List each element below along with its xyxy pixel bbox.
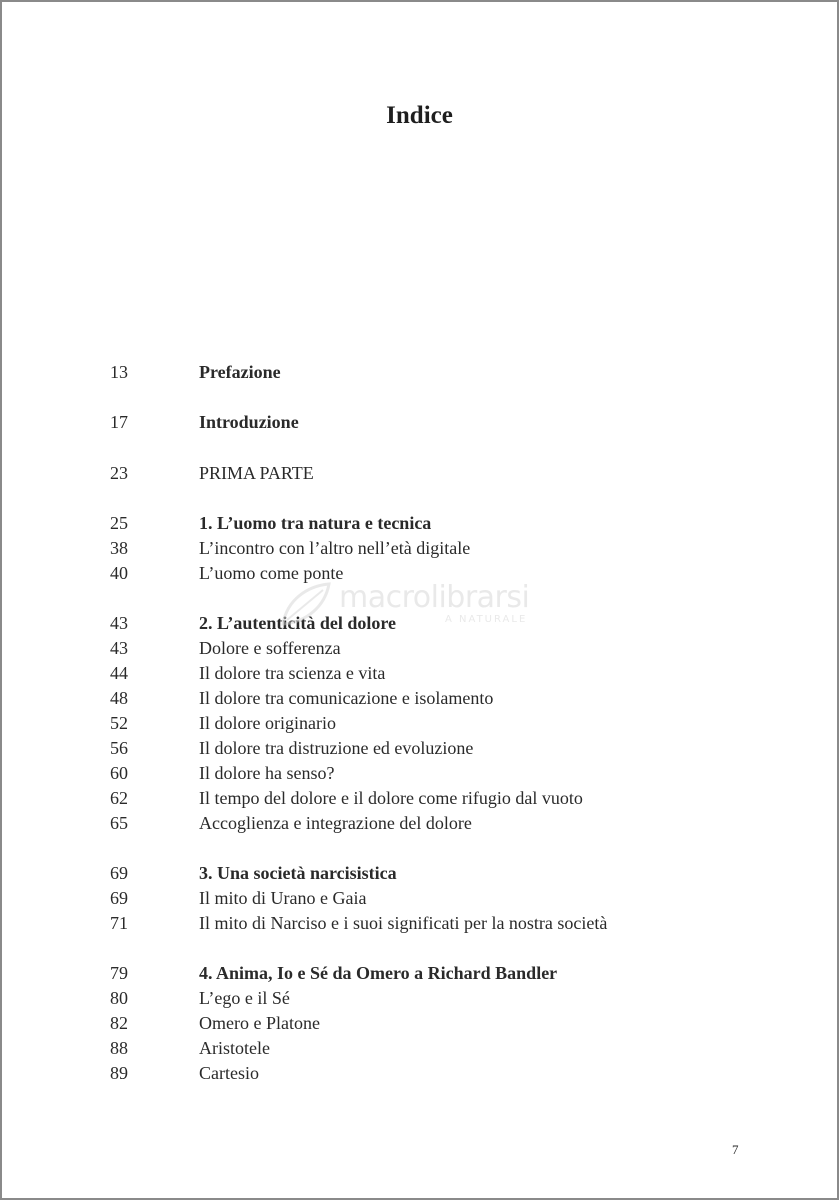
toc-entry xyxy=(2,511,837,536)
toc-entry-title: Il dolore tra comunicazione e isolamento xyxy=(199,688,494,708)
toc-page-number: 65 xyxy=(110,813,128,833)
toc-entry xyxy=(2,761,837,786)
toc-page-number: 56 xyxy=(110,738,128,758)
toc-entry xyxy=(2,661,837,686)
toc-page-number: 43 xyxy=(110,613,128,633)
toc-page-number: 48 xyxy=(110,688,128,708)
toc-entry-title: PRIMA PARTE xyxy=(199,463,314,483)
toc-entry xyxy=(2,886,837,911)
toc-entry-title: L’incontro con l’altro nell’età digitale xyxy=(199,538,471,558)
toc-entry-title: Accoglienza e integrazione del dolore xyxy=(199,813,472,833)
toc-entry-title: 4. Anima, Io e Sé da Omero a Richard Bandler xyxy=(199,963,558,983)
toc-page-number: 44 xyxy=(110,663,128,683)
toc-entry xyxy=(2,1036,837,1061)
toc-entry-title: Introduzione xyxy=(199,412,299,432)
toc-page-number: 23 xyxy=(110,463,128,483)
toc-page-number: 80 xyxy=(110,988,128,1008)
toc-entry-title: Aristotele xyxy=(199,1038,270,1058)
toc-entry-title: Cartesio xyxy=(199,1063,259,1083)
toc-entry xyxy=(2,711,837,736)
toc-entry xyxy=(2,986,837,1011)
toc-entry-title: Prefazione xyxy=(199,362,281,382)
toc-entry-title: 2. L’autenticità del dolore xyxy=(199,613,396,633)
toc-entry-title: 1. L’uomo tra natura e tecnica xyxy=(199,513,432,533)
toc-entry xyxy=(2,461,837,486)
toc-entry-title: Omero e Platone xyxy=(199,1013,320,1033)
toc-entry xyxy=(2,1061,837,1086)
toc-page-number: 17 xyxy=(110,412,128,432)
toc-entry xyxy=(2,536,837,561)
page-title: Indice xyxy=(386,102,453,129)
toc-page-number: 25 xyxy=(110,513,128,533)
toc-entry-title: Il mito di Urano e Gaia xyxy=(199,888,367,908)
toc-entry xyxy=(2,410,837,435)
toc-entry-title: L’ego e il Sé xyxy=(199,988,290,1008)
toc-page-number: 69 xyxy=(110,863,128,883)
toc-entry-title: Dolore e sofferenza xyxy=(199,638,341,658)
toc-page-number: 82 xyxy=(110,1013,128,1033)
toc-entry xyxy=(2,811,837,836)
toc-entry-title: Il mito di Narciso e i suoi significati per la nostra società xyxy=(199,913,608,933)
toc-entry-title: Il dolore originario xyxy=(199,713,336,733)
toc-page-number: 62 xyxy=(110,788,128,808)
watermark-tagline: A NATURALE xyxy=(445,614,528,625)
toc-page-number: 52 xyxy=(110,713,128,733)
toc-entry-title: Il tempo del dolore e il dolore come rifugio dal vuoto xyxy=(199,788,583,808)
toc-page-number: 40 xyxy=(110,563,128,583)
toc-entry xyxy=(2,961,837,986)
toc-entry xyxy=(2,736,837,761)
toc-page-number: 89 xyxy=(110,1063,128,1083)
page-number: 7 xyxy=(732,1142,739,1157)
toc-entry xyxy=(2,636,837,661)
toc-page-number: 13 xyxy=(110,362,128,382)
toc-entry-title: Il dolore ha senso? xyxy=(199,763,335,783)
toc-entry-title: Il dolore tra distruzione ed evoluzione xyxy=(199,738,474,758)
watermark-name: macrolibrarsi xyxy=(339,580,530,615)
toc-entry xyxy=(2,786,837,811)
toc-entry xyxy=(2,911,837,936)
toc-page-number: 69 xyxy=(110,888,128,908)
watermark xyxy=(277,580,577,630)
toc-entry xyxy=(2,861,837,886)
toc-entry xyxy=(2,686,837,711)
toc-page-number: 71 xyxy=(110,913,128,933)
toc-page-number: 43 xyxy=(110,638,128,658)
toc-page-number: 38 xyxy=(110,538,128,558)
toc-page-number: 79 xyxy=(110,963,128,983)
toc-page-number: 88 xyxy=(110,1038,128,1058)
toc-entry-title: 3. Una società narcisistica xyxy=(199,863,397,883)
toc-entry xyxy=(2,1011,837,1036)
toc-entry-title: L’uomo come ponte xyxy=(199,563,344,583)
toc-entry xyxy=(2,360,837,385)
leaf-logo-icon xyxy=(277,580,333,630)
toc-entry-title: Il dolore tra scienza e vita xyxy=(199,663,386,683)
toc-page-number: 60 xyxy=(110,763,128,783)
